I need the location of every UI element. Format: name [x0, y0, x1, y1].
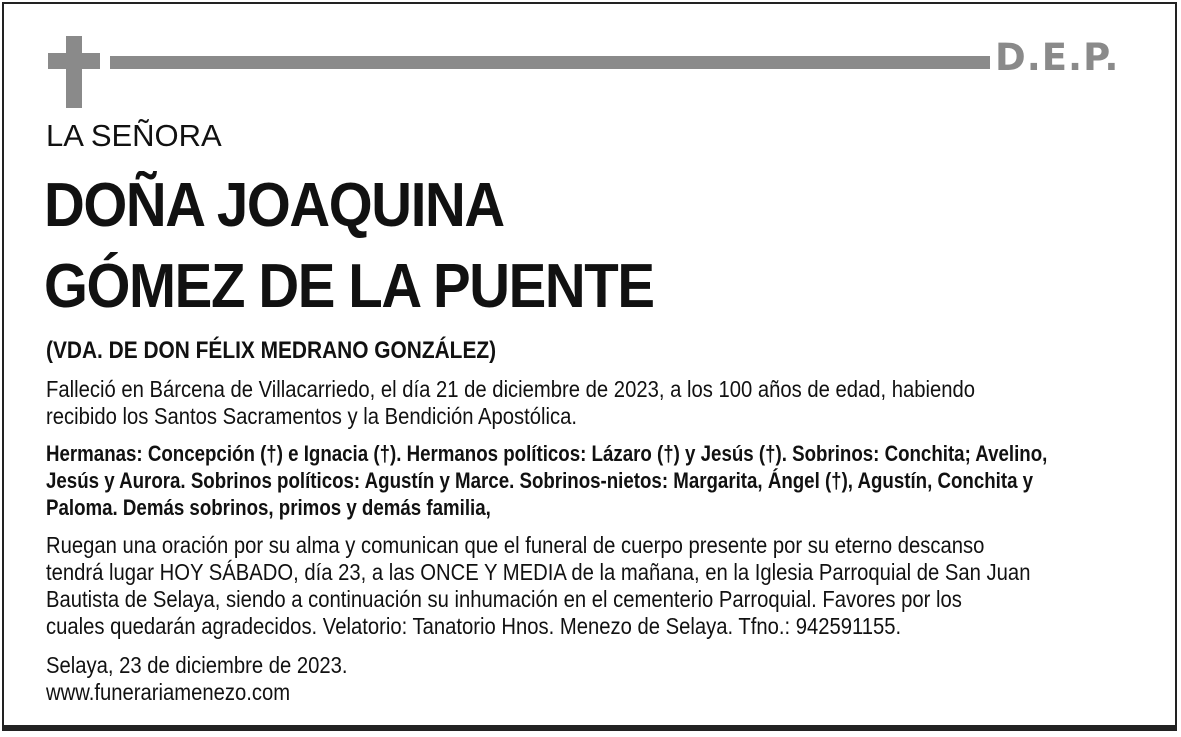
funeral-details [46, 532, 1120, 640]
header-rule [110, 56, 990, 69]
text-line: tendrá lugar HOY SÁBADO, día 23, a las ONCE Y MEDIA de la mañana, en la Iglesia Parroquial de San Juan [46, 559, 1031, 585]
death-notice [46, 376, 1120, 430]
footer [46, 652, 1120, 706]
website-link[interactable]: www.funerariamenezo.com [46, 679, 291, 705]
widow-of: (VDA. DE DON FÉLIX MEDRANO GONZÁLEZ) [46, 337, 497, 364]
dep-mark: D.E.P. [995, 36, 1120, 79]
text-line: Hermanas: Concepción (†) e Ignacia (†). Hermanos políticos: Lázaro (†) y Jesús (†). Sobrinos: Conchita; Avelino, [46, 441, 1048, 466]
text-line: cuales quedarán agradecidos. Velatorio: Tanatorio Hnos. Menezo de Selaya. Tfno.: 942591155. [46, 613, 902, 639]
text-line: Jesús y Aurora. Sobrinos políticos: Agustín y Marce. Sobrinos-nietos: Margarita, Ángel (†), Agustín, Conchita y [46, 468, 1034, 493]
text-line: recibido los Santos Sacramentos y la Bendición Apostólica. [46, 403, 578, 429]
place-date: Selaya, 23 de diciembre de 2023. [46, 652, 348, 678]
text-line: Falleció en Bárcena de Villacarriedo, el día 21 de diciembre de 2023, a los 100 años de edad, habiendo [46, 376, 976, 402]
text-line: Ruegan una oración por su alma y comunican que el funeral de cuerpo presente por su eterno descanso [46, 532, 985, 558]
deceased-name-line2: GÓMEZ DE LA PUENTE [44, 252, 654, 321]
honorific: LA SEÑORA [46, 118, 222, 153]
text-line: Bautista de Selaya, siendo a continuación su inhumación en el cementerio Parroquial. Favores por los [46, 586, 962, 612]
deceased-name-line1: DOÑA JOAQUINA [44, 171, 504, 240]
text-line: Paloma. Demás sobrinos, primos y demás familia, [46, 495, 491, 520]
family-list [46, 440, 1134, 521]
